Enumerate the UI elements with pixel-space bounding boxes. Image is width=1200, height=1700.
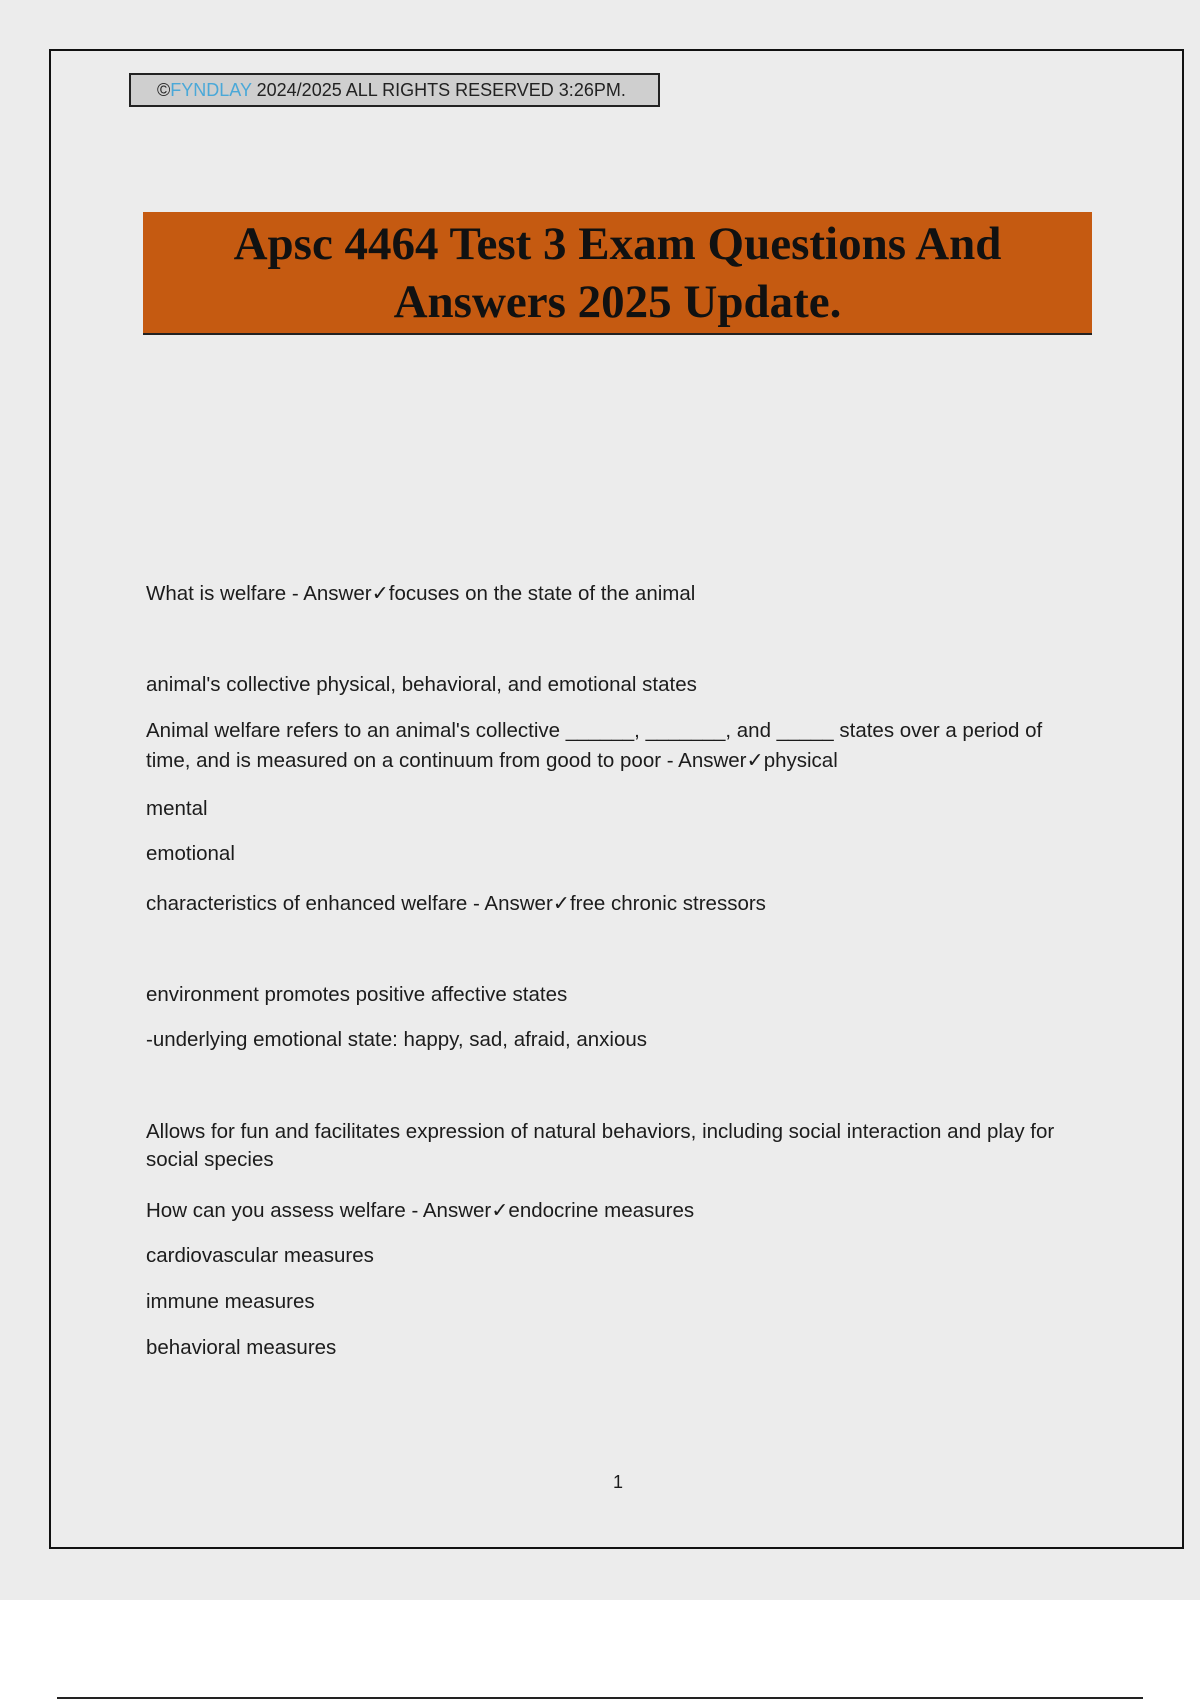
answer-detail: animal's collective physical, behavioral, and emotional states <box>146 673 697 696</box>
checkmark-icon: ✓ <box>371 582 389 605</box>
title-banner <box>143 212 1092 335</box>
answer-continuation: mental <box>146 797 208 820</box>
answer-detail: -underlying emotional state: happy, sad, afraid, anxious <box>146 1028 648 1051</box>
answer-continuation: behavioral measures <box>146 1336 337 1359</box>
copyright-banner <box>129 73 660 107</box>
answer-text: physical <box>763 749 838 772</box>
answer-continuation: immune measures <box>146 1290 315 1313</box>
answer-detail: Allows for fun and facilitates expression of natural behaviors, including social interaction and play for social species <box>146 1120 1055 1171</box>
qa-item-assess-welfare <box>146 1196 1086 1226</box>
page-number: 1 <box>612 1472 623 1492</box>
copyright-text: 2024/2025 ALL RIGHTS RESERVED 3:26PM. <box>251 80 626 100</box>
qa-item-what-is-welfare <box>146 579 1086 609</box>
question-text: How can you assess welfare - Answer <box>146 1199 492 1222</box>
document-title-line-2: Answers 2025 Update. <box>393 275 842 328</box>
question-text: What is welfare - Answer <box>146 582 372 605</box>
answer-text: focuses on the state of the animal <box>388 582 696 605</box>
checkmark-icon: ✓ <box>746 749 764 772</box>
answer-text: endocrine measures <box>508 1199 695 1222</box>
question-text: characteristics of enhanced welfare - Answer <box>146 892 553 915</box>
answer-detail: environment promotes positive affective states <box>146 983 568 1006</box>
answer-continuation: cardiovascular measures <box>146 1244 374 1267</box>
qa-item-animal-welfare-definition <box>146 716 1086 776</box>
checkmark-icon: ✓ <box>491 1199 509 1222</box>
answer-text: free chronic stressors <box>569 892 766 915</box>
answer-continuation: emotional <box>146 842 235 865</box>
document-title-line-1: Apsc 4464 Test 3 Exam Questions And <box>233 217 1002 270</box>
next-page-top-rule <box>57 1697 1143 1699</box>
copyright-symbol: © <box>157 80 171 100</box>
brand-name: FYNDLAY <box>170 80 252 100</box>
qa-item-enhanced-welfare <box>146 889 1086 919</box>
checkmark-icon: ✓ <box>552 892 570 915</box>
question-text: Animal welfare refers to an animal's collective ______, _______, and _____ states over a period of time, and is measured on a continuum from good to poor - Answer <box>146 719 1043 772</box>
